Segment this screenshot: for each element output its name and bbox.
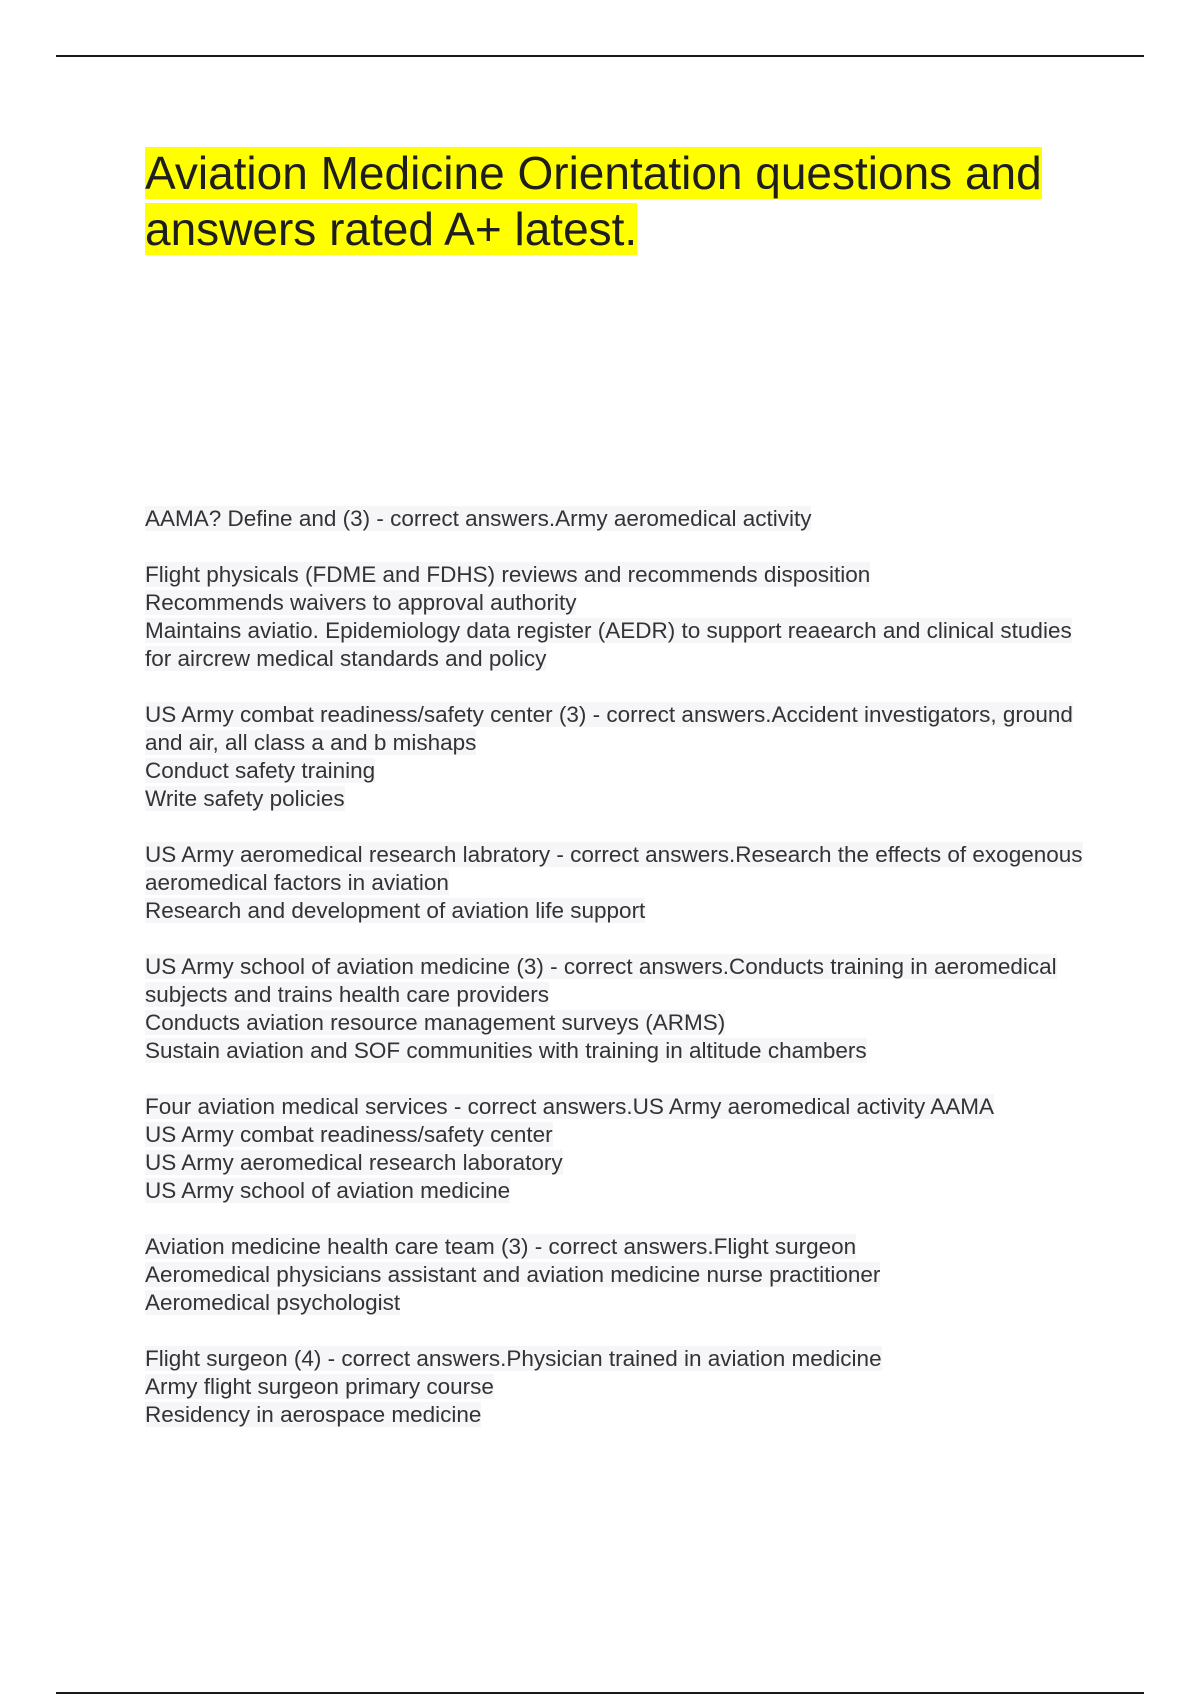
qa-line: US Army aeromedical research laboratory [145, 1150, 563, 1175]
qa-line: Conducts aviation resource management surveys (ARMS) [145, 1010, 726, 1035]
document-body [145, 505, 1095, 1457]
qa-line: Maintains aviatio. Epidemiology data register (AEDR) to support reaearch and clinical studies for aircrew medical standards and policy [145, 618, 1072, 671]
qa-item [145, 841, 1095, 925]
qa-line: US Army aeromedical research labratory - correct answers.Research the effects of exogenous aeromedical factors in aviation [145, 842, 1083, 895]
qa-item [145, 561, 1095, 673]
qa-line: Army flight surgeon primary course [145, 1374, 494, 1399]
qa-item [145, 1345, 1095, 1429]
qa-line: Aeromedical physicians assistant and aviation medicine nurse practitioner [145, 1262, 881, 1287]
document-title-line-2: answers rated A+ latest. [145, 203, 638, 255]
document-title [145, 145, 1095, 257]
qa-line: Four aviation medical services - correct answers.US Army aeromedical activity AAMA [145, 1094, 995, 1119]
qa-item [145, 701, 1095, 813]
footer-rule [56, 1692, 1144, 1694]
qa-line: Flight physicals (FDME and FDHS) reviews and recommends disposition [145, 562, 871, 587]
qa-line: Aeromedical psychologist [145, 1290, 401, 1315]
qa-line: US Army school of aviation medicine (3) - correct answers.Conducts training in aeromedical subjects and trains health care providers [145, 954, 1057, 1007]
document-title-block [145, 145, 1095, 257]
qa-line: AAMA? Define and (3) - correct answers.Army aeromedical activity [145, 506, 812, 531]
qa-line: US Army combat readiness/safety center [145, 1122, 553, 1147]
qa-item [145, 505, 1095, 533]
qa-line: Write safety policies [145, 786, 345, 811]
qa-line: Aviation medicine health care team (3) - correct answers.Flight surgeon [145, 1234, 857, 1259]
document-title-line-1: Aviation Medicine Orientation questions and [145, 147, 1042, 199]
qa-item [145, 953, 1095, 1065]
qa-line: Residency in aerospace medicine [145, 1402, 482, 1427]
header-rule [56, 55, 1144, 57]
qa-line: US Army school of aviation medicine [145, 1178, 511, 1203]
qa-item [145, 1233, 1095, 1317]
qa-line: Recommends waivers to approval authority [145, 590, 577, 615]
qa-line: Research and development of aviation life support [145, 898, 646, 923]
qa-line: Conduct safety training [145, 758, 376, 783]
qa-line: Flight surgeon (4) - correct answers.Physician trained in aviation medicine [145, 1346, 882, 1371]
qa-item [145, 1093, 1095, 1205]
qa-line: Sustain aviation and SOF communities with training in altitude chambers [145, 1038, 867, 1063]
qa-line: US Army combat readiness/safety center (3) - correct answers.Accident investigators, ground and air, all class a and b mishaps [145, 702, 1073, 755]
